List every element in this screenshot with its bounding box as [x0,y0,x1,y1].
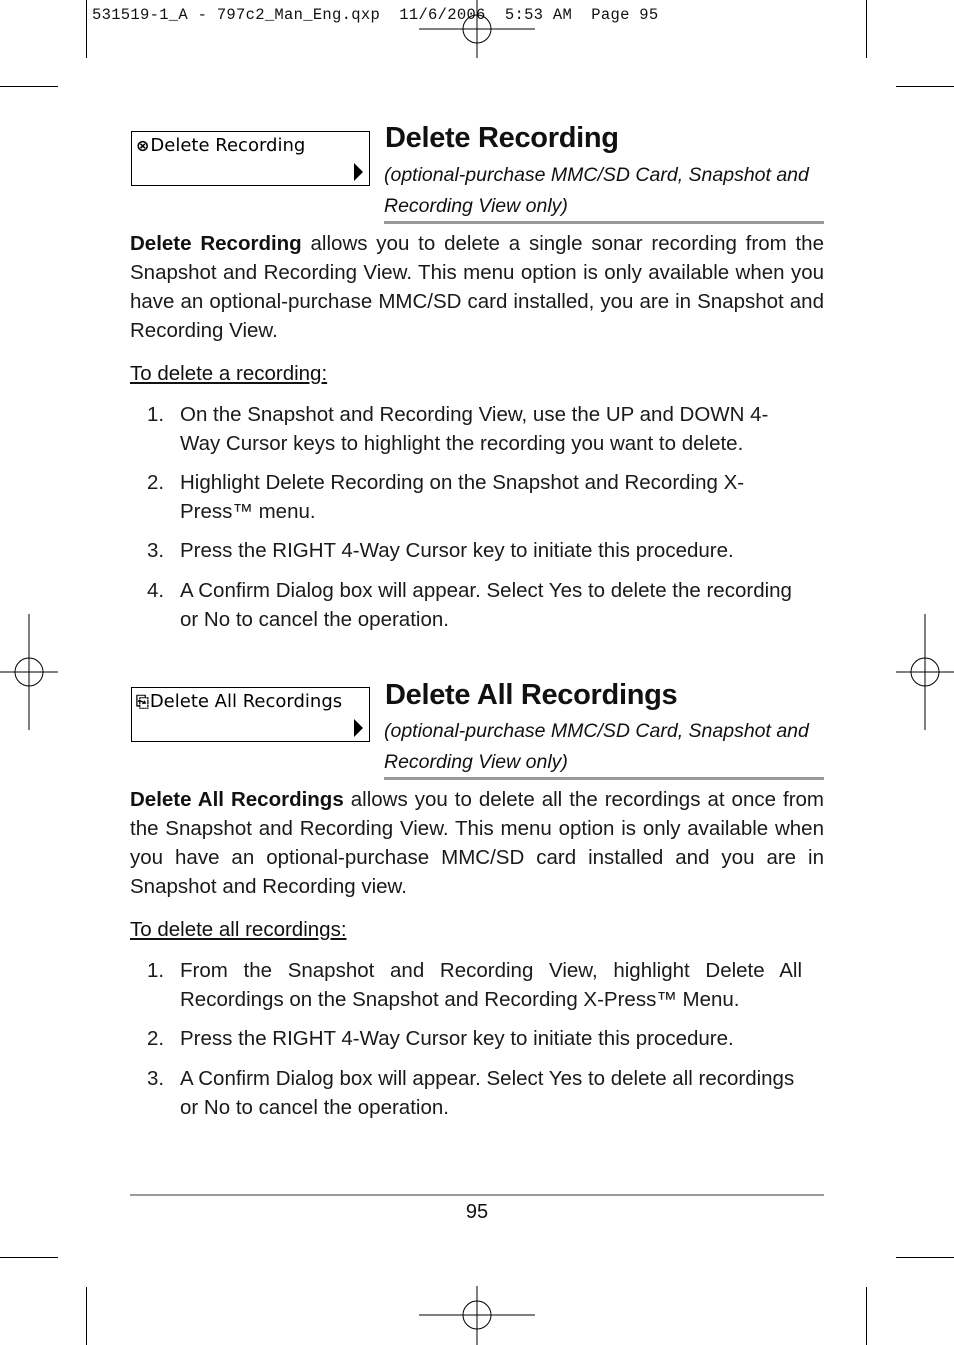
delete-all-recordings-menu-item[interactable] [131,687,370,742]
procedure-step: 3. Press the RIGHT 4-Way Cursor key to initiate this procedure. [147,539,734,562]
section-rule [384,777,824,780]
procedure-step: 4. A Confirm Dialog box will appear. Select Yes to delete the recording or No to cancel the operation. [147,579,792,631]
footer-rule [130,1194,824,1196]
section-title: Delete Recording [385,122,619,154]
right-arrow-icon [354,163,363,181]
menu-label: Delete Recording [150,135,306,156]
procedure-step: 2. Press the RIGHT 4-Way Cursor key to initiate this procedure. [147,1027,734,1050]
page-number: 95 [465,1201,489,1223]
procedure-step: 2. Highlight Delete Recording on the Snapshot and Recording X-Press™ menu. [147,471,745,523]
x-circle-icon: ⊗ [136,136,150,155]
recordings-icon: ⎘ [136,692,149,711]
section-subtitle: (optional-purchase MMC/SD Card, Snapshot and Recording View only) [384,720,809,773]
section-subtitle: (optional-purchase MMC/SD Card, Snapshot and Recording View only) [384,164,809,217]
procedure-step: 3. A Confirm Dialog box will appear. Select Yes to delete all recordings or No to cancel the operation. [147,1067,795,1119]
procedure-step: 1. From the Snapshot and Recording View, highlight Delete All Recordings on the Snapshot and Recording X-Press™ Menu. [147,959,802,1011]
menu-label: Delete All Recordings [149,691,343,712]
print-slug: 531519-1_A - 797c2_Man_Eng.qxp 11/6/2006 5:53 AM Page 95 [92,6,659,24]
delete-recording-menu-item[interactable] [131,131,370,186]
section-rule [384,221,824,224]
section-description: Delete Recording allows you to delete a single sonar recording from the Snapshot and Recording View. This menu option is only available when you have an optional-purchase MMC/SD card installed, you are in Snapshot and Recording View. [130,232,824,342]
procedure-heading: To delete a recording: [130,362,328,385]
right-arrow-icon [354,719,363,737]
section-description: Delete All Recordings allows you to delete all the recordings at once from the Snapshot and Recording View. This menu option is only available when you have an optional-purchase MMC/SD card installed and you are in Snapshot and Recording view. [130,788,824,898]
section-title: Delete All Recordings [385,679,678,711]
procedure-heading: To delete all recordings: [130,918,347,941]
procedure-step: 1. On the Snapshot and Recording View, use the UP and DOWN 4-Way Cursor keys to highlight the recording you want to delete. [147,403,769,455]
